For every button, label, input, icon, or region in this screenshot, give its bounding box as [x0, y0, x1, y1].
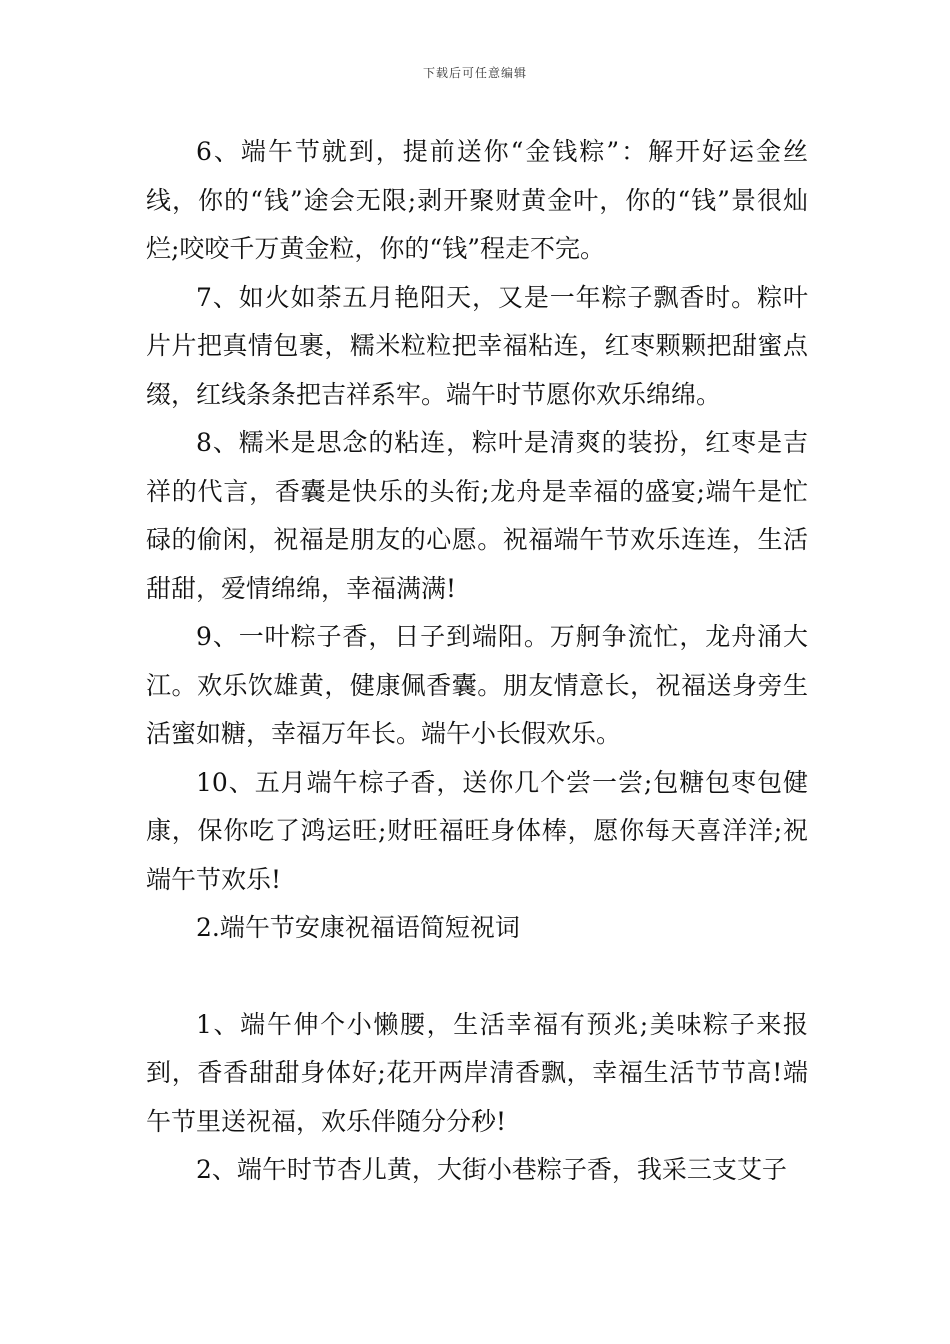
paragraph-2: 2、端午时节杏儿黄，大街小巷粽子香，我采三支艾子 [196, 1155, 787, 1184]
section-heading: 2.端午节安康祝福语简短祝词 [196, 913, 520, 942]
paragraph-8: 8、糯米是思念的粘连，粽叶是清爽的装扮，红枣是吉祥的代言，香囊是快乐的头衔;龙舟是幸福的盛宴;端午是忙碌的偷闲，祝福是朋友的心愿。祝福端午节欢乐连连，生活甜甜，爱情绵绵，幸福满满! [146, 428, 808, 603]
page-header: 下载后可任意编辑 [422, 66, 527, 80]
paragraph-10: 10、五月端午棕子香，送你几个尝一尝;包糖包枣包健康，保你吃了鸿运旺;财旺福旺身体棒，愿你每天喜洋洋;祝端午节欢乐! [146, 767, 808, 894]
paragraph-1: 1、端午伸个小懒腰，生活幸福有预兆;美味粽子来报到，香香甜甜身体好;花开两岸清香飘，幸福生活节节高!端午节里送祝福，欢乐伴随分分秒! [146, 1009, 808, 1136]
document-body [146, 128, 808, 1195]
paragraph-7: 7、如火如荼五月艳阳天，又是一年粽子飘香时。粽叶片片把真情包裹，糯米粒粒把幸福粘连，红枣颗颗把甜蜜点缀，红线条条把吉祥系牢。端午时节愿你欢乐绵绵。 [146, 282, 808, 409]
blank-line [146, 953, 808, 1001]
paragraph-9: 9、一叶粽子香，日子到端阳。万舸争流忙，龙舟涌大江。欢乐饮雄黄，健康佩香囊。朋友情意长，祝福送身旁生活蜜如糖，幸福万年长。端午小长假欢乐。 [146, 622, 808, 748]
paragraph-6: 6、端午节就到，提前送你“金钱粽”：解开好运金丝线，你的“钱”途会无限;剥开聚财黄金叶，你的“钱”景很灿烂;咬咬千万黄金粒，你的“钱”程走不完。 [146, 137, 808, 263]
